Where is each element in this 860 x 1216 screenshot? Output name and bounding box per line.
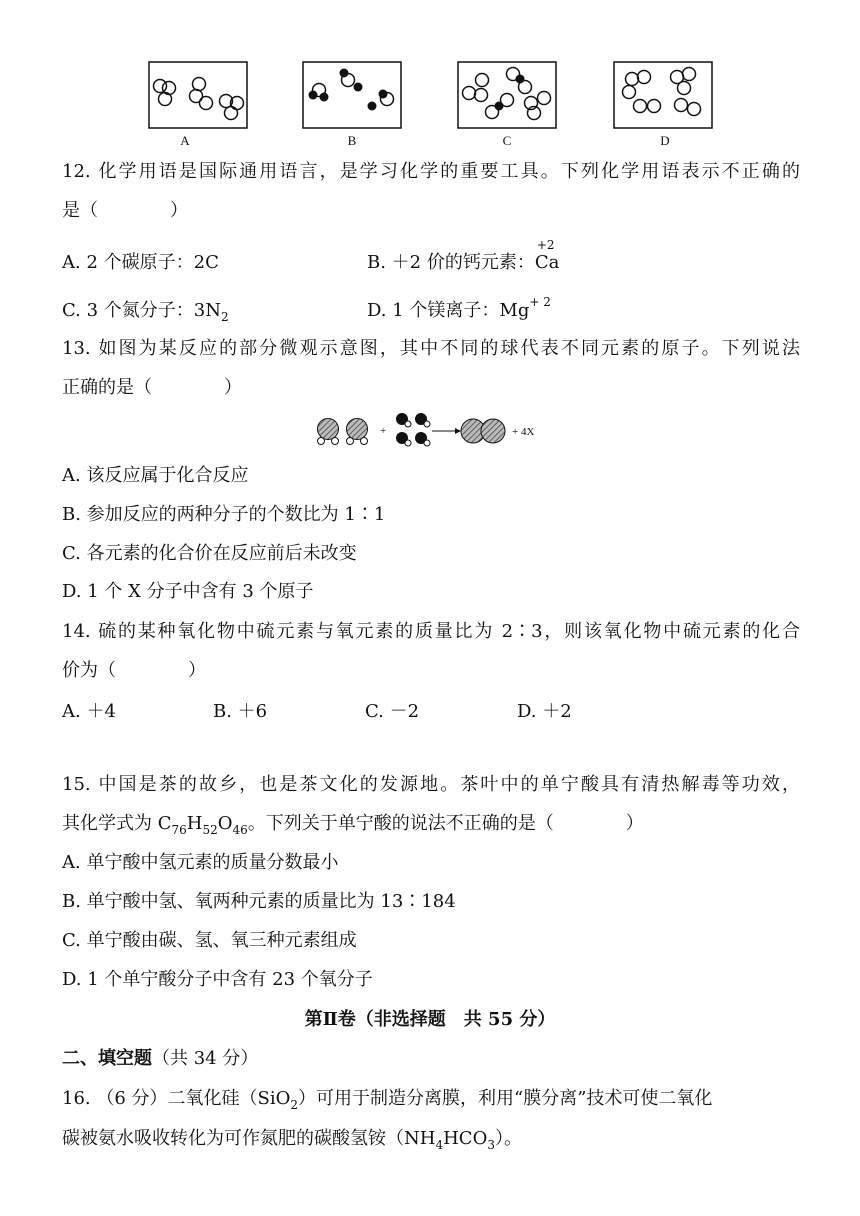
box-d bbox=[614, 62, 712, 128]
q15-option-d: D. 1 个单宁酸分子中含有 23 个氧分子 bbox=[62, 969, 373, 990]
q15-stem-line1: 15. 中国是茶的故乡，也是茶文化的发源地。茶叶中的单宁酸具有清热解毒等功效， bbox=[62, 774, 800, 795]
q15-option-b: B. 单宁酸中氢、氧两种元素的质量比为 13∶184 bbox=[62, 891, 456, 912]
q16-stem-line1: 16. （6 分）二氧化硅（SiO$_2$）可用于制造分离膜，利用“膜分离”技术可使二氧化 bbox=[62, 1088, 713, 1112]
label-c: C bbox=[502, 133, 512, 148]
q12-option-d: D. 1 个镁离子：$Mg^{+ 2}$ bbox=[367, 295, 551, 321]
label-d: D bbox=[660, 133, 670, 148]
q13-stem-line2: 正确的是（ ） bbox=[62, 377, 242, 398]
q12-option-c: C. 3 个氮分子：$3N_2$ bbox=[62, 300, 229, 324]
q13-stem-line1: 13. 如图为某反应的部分微观示意图，其中不同的球代表不同元素的原子。下列说法 bbox=[62, 338, 800, 359]
part-2-heading: 二、填空题（共 34 分） bbox=[62, 1048, 259, 1069]
calcium-valence: +2 bbox=[536, 238, 555, 252]
reaction-plus: + bbox=[380, 425, 387, 437]
q14-stem-line1: 14. 硫的某种氧化物中硫元素与氧元素的质量比为 2∶3，则该氧化物中硫元素的化合 bbox=[62, 621, 800, 642]
q16-stem-line2: 碳被氨水吸收转化为可作氮肥的碳酸氢铵$(NH_4HCO_3)$。 bbox=[62, 1128, 522, 1152]
q14-option-b: B. ＋6 bbox=[213, 701, 268, 722]
q15-stem-line2: 其化学式为 $C_{76}H_{52}O_{46}$。下列关于单宁酸的说法不正确的是（ ） bbox=[62, 813, 644, 837]
molecule-options-figure bbox=[0, 0, 860, 150]
reaction-product-x: + 4X bbox=[512, 426, 535, 438]
box-a bbox=[149, 62, 247, 128]
q13-option-c: C. 各元素的化合价在反应前后未改变 bbox=[62, 543, 357, 564]
label-b: B bbox=[347, 133, 357, 148]
q14-option-a: A. ＋4 bbox=[62, 701, 116, 722]
q15-option-a: A. 单宁酸中氢元素的质量分数最小 bbox=[62, 852, 339, 873]
q14-option-c: C. －2 bbox=[365, 701, 420, 722]
q14-option-d: D. ＋2 bbox=[517, 701, 572, 722]
q15-option-c: C. 单宁酸由碳、氢、氧三种元素组成 bbox=[62, 930, 357, 951]
label-a: A bbox=[180, 133, 190, 148]
q12-stem-line2: 是（ ） bbox=[62, 200, 188, 221]
q13-option-a: A. 该反应属于化合反应 bbox=[62, 465, 249, 486]
q14-stem-line2: 价为（ ） bbox=[62, 660, 206, 681]
q12-stem-line1: 12. 化学用语是国际通用语言，是学习化学的重要工具。下列化学用语表示不正确的 bbox=[62, 161, 800, 182]
q12-option-a: A. 2 个碳原子：2C bbox=[62, 252, 219, 273]
q12-option-b-text: B. ＋2 价的钙元素： bbox=[367, 252, 535, 273]
q12-option-b bbox=[367, 238, 560, 275]
calcium-symbol: +2 Ca bbox=[535, 251, 560, 275]
section-2-title: 第Ⅱ卷（非选择题 共 55 分） bbox=[304, 1009, 556, 1030]
q13-option-b: B. 参加反应的两种分子的个数比为 1∶1 bbox=[62, 504, 386, 525]
q13-option-d: D. 1 个 X 分子中含有 3 个原子 bbox=[62, 581, 314, 602]
reaction-diagram bbox=[0, 410, 860, 450]
